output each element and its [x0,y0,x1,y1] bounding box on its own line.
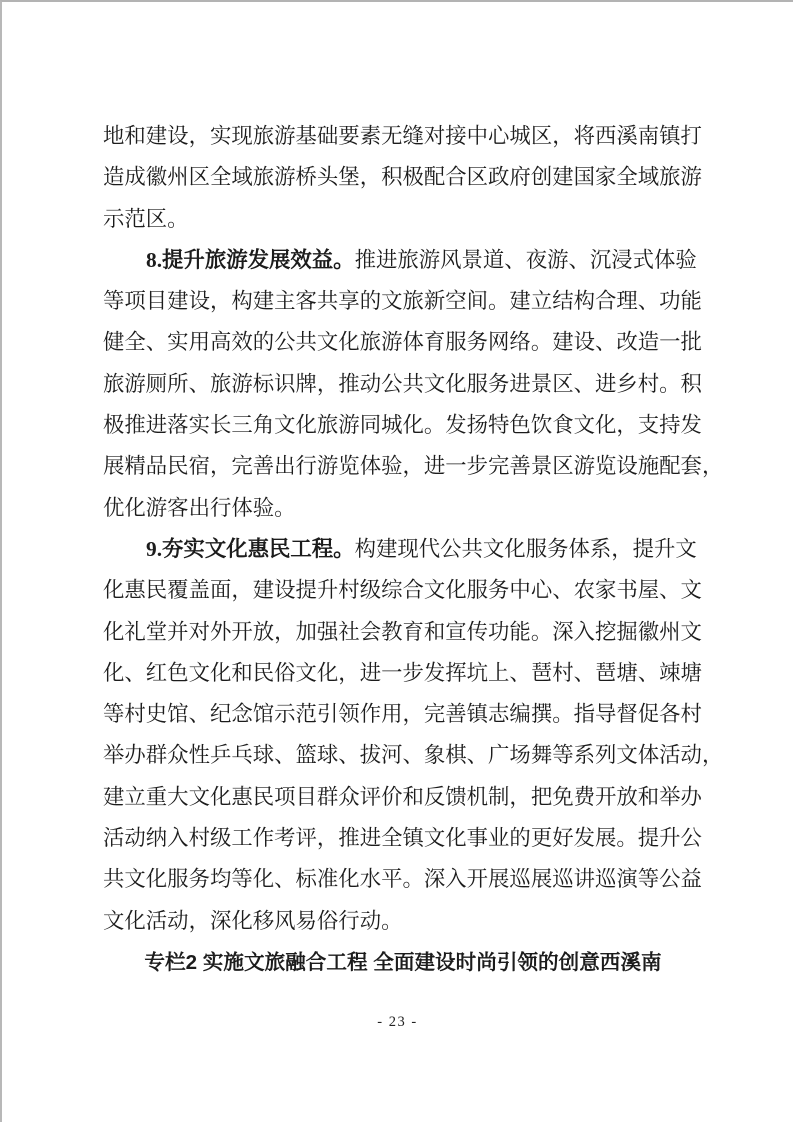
text-segment: 等村史馆、纪念馆示范引领作用，完善镇志编撰。指导督促各村 [103,702,702,727]
text-line [103,653,703,694]
text-segment: 化惠民覆盖面，建设提升村级综合文化服务中心、农家书屋、文 [103,578,702,603]
text-line [103,901,703,942]
text-line [103,570,703,611]
text-segment: 地和建设，实现旅游基础要素无缝对接中心城区，将西溪南镇打 [103,124,702,148]
text-segment-bold: 8.提升旅游发展效益。 [146,247,355,272]
text-line [103,240,703,281]
text-segment: 展精品民宿，完善出行游览体验，进一步完善景区游览设施配套， [103,454,724,479]
text-segment-bold: 9.夯实文化惠民工程。 [146,536,355,561]
text-line [103,199,703,240]
text-segment: 文化活动，深化移风易俗行动。 [103,908,403,933]
page-footer [2,1014,793,1031]
text-segment: 构建现代公共文化服务体系，提升文 [354,536,697,561]
text-line [103,777,703,818]
text-line [103,446,724,487]
text-segment: 示范区。 [103,206,189,231]
text-line [103,735,724,776]
text-line [103,322,703,363]
text-segment: 化、红色文化和民俗文化，进一步发挥坑上、琶村、琶塘、竦塘 [103,660,702,685]
text-line [103,157,703,198]
text-segment: 举办群众性乒乓球、篮球、拔河、象棋、广场舞等系列文体活动， [103,743,724,768]
text-line [103,405,703,446]
text-line [103,818,703,859]
text-segment: 推进旅游风景道、夜游、沉浸式体验 [354,247,697,272]
text-line [103,612,703,653]
page-number: - 23 - [377,1014,418,1030]
text-line [103,694,703,735]
text-line [103,116,703,157]
text-segment: 活动纳入村级工作考评，推进全镇文化事业的更好发展。提升公 [103,826,702,851]
text-segment: 极推进落实长三角文化旅游同城化。发扬特色饮食文化，支持发 [103,413,702,438]
text-segment: 旅游厕所、旅游标识牌，推动公共文化服务进景区、进乡村。积 [103,371,702,396]
text-line [103,281,703,322]
text-line [103,859,703,900]
text-line [103,364,703,405]
text-segment: 造成徽州区全域旅游桥头堡，积极配合区政府创建国家全域旅游 [103,165,702,190]
text-segment-bold: 专栏2 实施文旅融合工程 全面建设时尚引领的创意西溪南 [144,950,662,974]
text-segment: 建立重大文化惠民项目群众评价和反馈机制，把免费开放和举办 [103,784,702,809]
text-segment: 健全、实用高效的公共文化旅游体育服务网络。建设、改造一批 [103,330,702,355]
text-line [103,529,703,570]
text-segment: 化礼堂并对外开放，加强社会教育和宣传功能。深入挖掘徽州文 [103,619,702,644]
text-line [103,488,703,529]
text-segment: 等项目建设，构建主客共享的文旅新空间。建立结构合理、功能 [103,289,702,314]
text-segment: 优化游客出行体验。 [103,495,296,520]
document-body [103,116,724,983]
text-segment: 共文化服务均等化、标准化水平。深入开展巡展巡讲巡演等公益 [103,867,702,892]
column-heading [103,942,703,983]
